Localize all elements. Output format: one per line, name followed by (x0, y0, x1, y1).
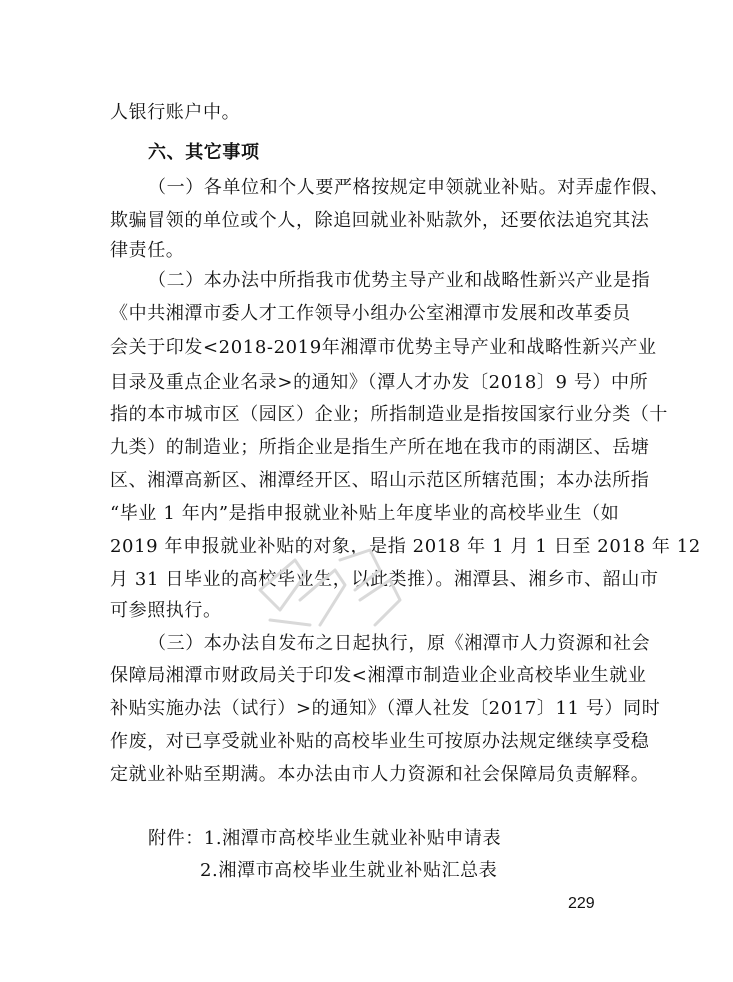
text-line: 2019 年申报就业补贴的对象，是指 2018 年 1 月 1 日至 2018 年 12 (110, 536, 701, 557)
text-line: 《中共湘潭市委人才工作领导小组办公室湘潭市发展和改革委员 (110, 303, 631, 324)
attachment-line: 附件：1.湘潭市高校毕业生就业补贴申请表 (148, 828, 502, 849)
text-line: 定就业补贴至期满。本办法由市人力资源和社会保障局负责解释。 (110, 764, 650, 785)
text-line: 律责任。 (110, 240, 185, 261)
text-line: （二）本办法中所指我市优势主导产业和战略性新兴产业是指 (148, 270, 651, 291)
text-line: 欺骗冒领的单位或个人，除追回就业补贴款外，还要依法追究其法 (110, 210, 650, 231)
text-line: 指的本市城市区（园区）企业；所指制造业是指按国家行业分类（十 (110, 404, 668, 425)
text-line: 目录及重点企业名录>的通知》（潭人才办发〔2018〕9 号）中所 (110, 372, 649, 393)
text-line: 可参照执行。 (110, 600, 222, 621)
text-line: 月 31 日毕业的高校毕业生，以此类推）。湘潭县、湘乡市、韶山市 (110, 569, 659, 590)
text-line: 保障局湘潭市财政局关于印发<湘潭市制造业企业高校毕业生就业 (110, 665, 647, 686)
attachment-line: 2.湘潭市高校毕业生就业补贴汇总表 (200, 860, 498, 881)
text-line: 作废，对已享受就业补贴的高校毕业生可按原办法规定继续享受稳 (110, 731, 650, 752)
text-line: “毕业 1 年内”是指申报就业补贴上年度毕业的高校毕业生（如 (110, 503, 620, 524)
text-line: 补贴实施办法（试行）>的通知》（潭人社发〔2017〕11 号）同时 (110, 698, 661, 719)
text-line: （一）各单位和个人要严格按规定申领就业补贴。对弄虚作假、 (148, 177, 669, 198)
page-number: 229 (568, 895, 595, 912)
text-line: 会关于印发<2018-2019年湘潭市优势主导产业和战略性新兴产业 (110, 337, 657, 358)
text-line: （三）本办法自发布之日起执行，原《湘潭市人力资源和社会 (148, 633, 651, 654)
section-heading: 六、其它事项 (148, 142, 260, 163)
text-line: 九类）的制造业；所指企业是指生产所在地在我市的雨湖区、岳塘 (110, 437, 650, 458)
text-line: 人银行账户中。 (110, 102, 241, 123)
text-line: 区、湘潭高新区、湘潭经开区、昭山示范区所辖范围；本办法所指 (110, 470, 650, 491)
